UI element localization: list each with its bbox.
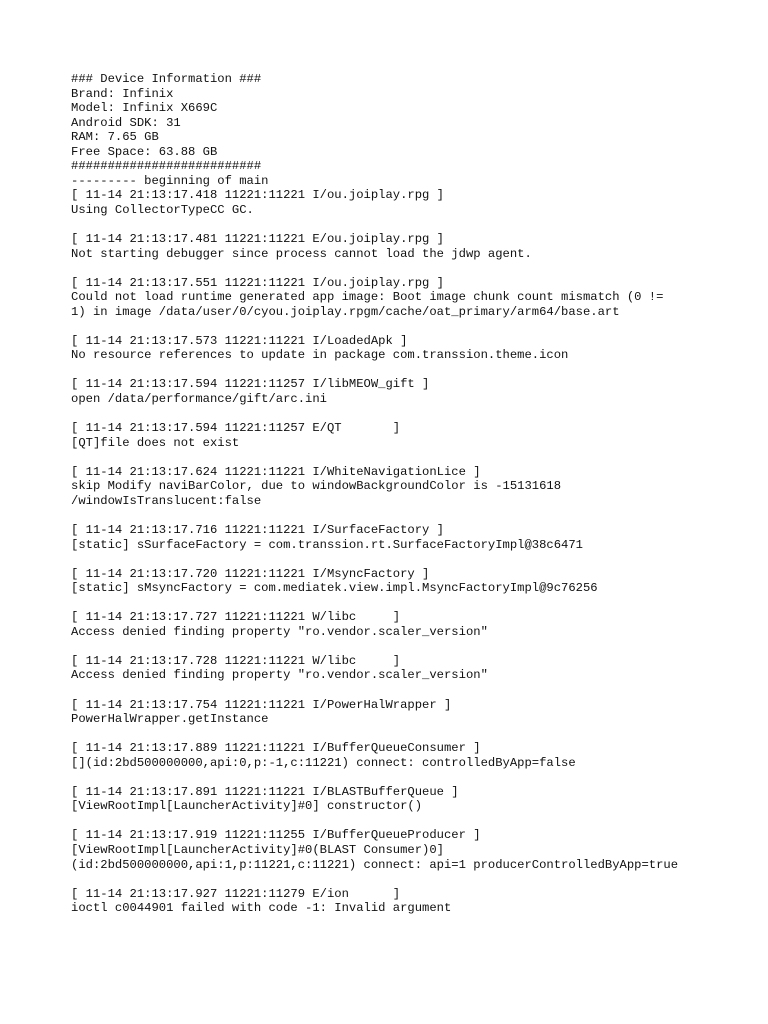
log-entry-header: [ 11-14 21:13:17.919 11221:11255 I/BufferQueueProducer ] — [71, 828, 481, 843]
log-entry-header: [ 11-14 21:13:17.594 11221:11257 E/QT ] — [71, 421, 401, 436]
log-entry-message: Using CollectorTypeCC GC. — [71, 202, 254, 217]
device-brand: Brand: Infinix — [71, 86, 174, 101]
log-entry-message: ioctl c0044901 failed with code -1: Invalid argument — [71, 901, 452, 916]
log-entry-message: open /data/performance/gift/arc.ini — [71, 392, 327, 407]
log-entry — [71, 421, 761, 465]
log-entry-header: [ 11-14 21:13:17.481 11221:11221 E/ou.joiplay.rpg ] — [71, 232, 444, 247]
log-entry-spacer — [71, 319, 761, 334]
log-entry-message: /windowIsTranslucent:false — [71, 493, 262, 508]
log-entry — [71, 785, 761, 829]
log-entry-header: [ 11-14 21:13:17.891 11221:11221 I/BLASTBufferQueue ] — [71, 784, 459, 799]
log-entry-spacer — [71, 363, 761, 378]
log-entry-header: [ 11-14 21:13:17.728 11221:11221 W/libc ] — [71, 653, 401, 668]
log-entry — [71, 188, 761, 232]
log-entry-message: [](id:2bd500000000,api:0,p:-1,c:11221) connect: controlledByApp=false — [71, 755, 576, 770]
log-entry-spacer — [71, 407, 761, 422]
log-entry-header: [ 11-14 21:13:17.727 11221:11221 W/libc ] — [71, 610, 401, 625]
log-entry-message: [ViewRootImpl[LauncherActivity]#0(BLAST Consumer)0] — [71, 842, 444, 857]
log-entry-header: [ 11-14 21:13:17.889 11221:11221 I/BufferQueueConsumer ] — [71, 741, 481, 756]
log-entry-spacer — [71, 872, 761, 887]
log-entry-message: Access denied finding property "ro.vendor.scaler_version" — [71, 624, 488, 639]
device-ram: RAM: 7.65 GB — [71, 130, 159, 145]
log-entry-message: 1) in image /data/user/0/cyou.joiplay.rpgm/cache/oat_primary/arm64/base.art — [71, 304, 620, 319]
log-entry — [71, 698, 761, 742]
log-entry — [71, 523, 761, 567]
log-entry-header: [ 11-14 21:13:17.418 11221:11221 I/ou.joiplay.rpg ] — [71, 188, 444, 203]
log-entry-message: [static] sMsyncFactory = com.mediatek.view.impl.MsyncFactoryImpl@9c76256 — [71, 581, 598, 596]
log-entry — [71, 610, 761, 654]
device-info-footer: ########################## — [71, 159, 262, 174]
log-entry-message: Access denied finding property "ro.vendor.scaler_version" — [71, 668, 488, 683]
log-entry-message: Could not load runtime generated app image: Boot image chunk count mismatch (0 != — [71, 290, 664, 305]
log-entry — [71, 654, 761, 698]
log-entry-spacer — [71, 770, 761, 785]
device-free-space: Free Space: 63.88 GB — [71, 144, 218, 159]
log-entry-message: [static] sSurfaceFactory = com.transsion.rt.SurfaceFactoryImpl@38c6471 — [71, 537, 583, 552]
log-entry-message: No resource references to update in package com.transsion.theme.icon — [71, 348, 569, 363]
log-entry — [71, 232, 761, 276]
log-entries — [71, 188, 761, 915]
log-entry-message: [ViewRootImpl[LauncherActivity]#0] constructor() — [71, 799, 423, 814]
log-entry-message: PowerHalWrapper.getInstance — [71, 712, 269, 727]
log-entry-message: Not starting debugger since process cannot load the jdwp agent. — [71, 246, 532, 261]
log-entry-header: [ 11-14 21:13:17.754 11221:11221 I/PowerHalWrapper ] — [71, 697, 452, 712]
log-entry-spacer — [71, 596, 761, 611]
log-entry — [71, 377, 761, 421]
log-beginning-marker: --------- beginning of main — [71, 173, 269, 188]
log-entry-spacer — [71, 261, 761, 276]
log-entry-header: [ 11-14 21:13:17.551 11221:11221 I/ou.joiplay.rpg ] — [71, 275, 444, 290]
log-entry-spacer — [71, 508, 761, 523]
device-sdk: Android SDK: 31 — [71, 115, 181, 130]
log-entry — [71, 887, 761, 916]
log-entry-spacer — [71, 217, 761, 232]
device-info-header: ### Device Information ### — [71, 72, 262, 86]
device-info-block — [71, 72, 761, 188]
log-entry-header: [ 11-14 21:13:17.716 11221:11221 I/SurfaceFactory ] — [71, 522, 444, 537]
log-entry — [71, 828, 761, 886]
log-entry-spacer — [71, 639, 761, 654]
device-model: Model: Infinix X669C — [71, 101, 218, 116]
log-entry-header: [ 11-14 21:13:17.594 11221:11257 I/libMEOW_gift ] — [71, 377, 430, 392]
log-entry-header: [ 11-14 21:13:17.624 11221:11221 I/WhiteNavigationLice ] — [71, 464, 481, 479]
log-entry-header: [ 11-14 21:13:17.573 11221:11221 I/LoadedApk ] — [71, 333, 408, 348]
log-entry — [71, 741, 761, 785]
log-entry-message: (id:2bd500000000,api:1,p:11221,c:11221) connect: api=1 producerControlledByApp=true — [71, 857, 679, 872]
log-entry-header: [ 11-14 21:13:17.927 11221:11279 E/ion ] — [71, 886, 401, 901]
log-entry-header: [ 11-14 21:13:17.720 11221:11221 I/MsyncFactory ] — [71, 566, 430, 581]
log-entry-spacer — [71, 814, 761, 829]
log-entry-spacer — [71, 727, 761, 742]
log-entry — [71, 567, 761, 611]
log-entry — [71, 465, 761, 523]
log-document — [71, 72, 761, 916]
log-entry-spacer — [71, 552, 761, 567]
log-entry — [71, 276, 761, 334]
log-entry-spacer — [71, 683, 761, 698]
log-entry-message: skip Modify naviBarColor, due to windowBackgroundColor is -15131618 — [71, 479, 562, 494]
log-entry-spacer — [71, 450, 761, 465]
log-entry-message: [QT]file does not exist — [71, 435, 240, 450]
log-entry — [71, 334, 761, 378]
